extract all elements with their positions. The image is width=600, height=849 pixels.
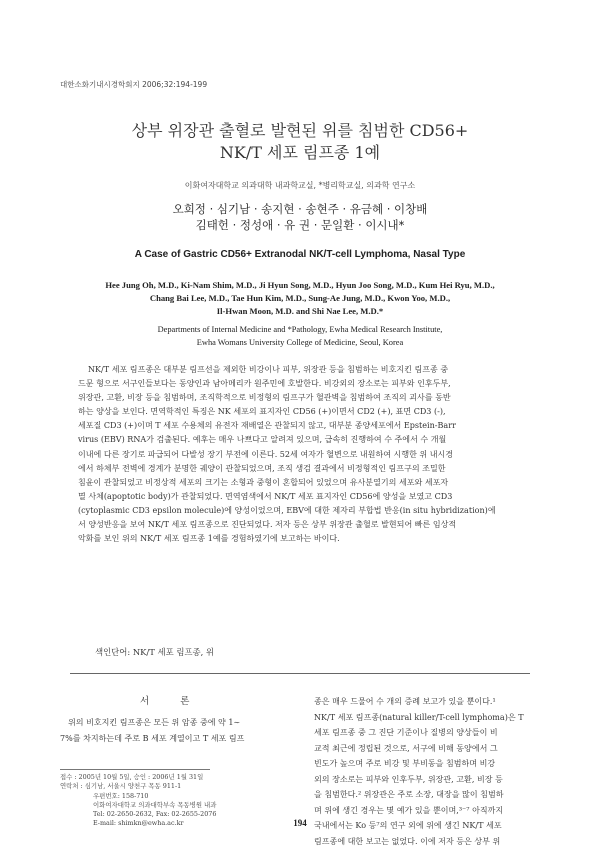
authors-en-text: Hee Jung Oh, M.D., Ki-Nam Shim, M.D., Ji Hyun Song, M.D., Hyun Joo Song, M.D., Kum Hei Ryu, M.D., xyxy=(105,280,494,290)
abstract-line: NK/T 세포 림프종은 대부분 림프선을 제외한 비강이나 피부, 위장관 등을 침범하는 비호지킨 림프종 중 xyxy=(78,363,524,377)
abstract-line: 멸 사체(apoptotic body)가 관찰되었다. 면역염색에서 NK/T 세포 표지자인 CD56에 양성을 보였고 CD3 xyxy=(78,490,524,504)
affiliation-ko: 이화여자대학교 의과대학 내과학교실, *병리학교실, 의과학 연구소 xyxy=(40,180,560,191)
abstract-line: 에서 하체부 전벽에 경계가 분명한 궤양이 관찰되었으며, 조직 생검 결과에서 비정형적인 림프구의 조밀한 xyxy=(78,462,524,476)
abstract xyxy=(78,363,524,546)
body-line: 7%를 차지하는데 주로 B 세포 계열이고 T 세포 림프 xyxy=(60,731,296,747)
abstract-line: 하는 양상을 보인다. 면역학적인 특징은 NK 세포의 표지자인 CD56 (+)이면서 CD2 (+), 표면 CD3 (-), xyxy=(78,405,524,419)
authors-en-line3 xyxy=(40,305,560,318)
abstract-line: 악화를 보인 위의 NK/T 세포 림프종 1예를 경험하였기에 보고하는 바이다. xyxy=(78,532,524,546)
abstract-line: virus (EBV) RNA가 검출된다. 예후는 매우 나쁘다고 알려져 있으며, 급속히 진행하여 수 주에서 수 개월 xyxy=(78,433,524,447)
body-line: 종은 매우 드물어 수 개의 증례 보고가 있을 뿐이다.¹ xyxy=(314,694,542,710)
footnote-divider xyxy=(60,769,210,770)
section-divider xyxy=(70,673,530,674)
body-line: 빈도가 높으며 주로 비강 및 부비동을 침범하며 비강 xyxy=(314,756,542,772)
authors-ko-line1: 오희정 · 심기남 · 송지현 · 송현주 · 유금혜 · 이창배 xyxy=(40,201,560,217)
footnote-phone: Tel: 02-2650-2632, Fax: 02-2655-2076 xyxy=(60,810,216,819)
page-number: 194 xyxy=(40,818,560,828)
body-line: 림프종에 대한 보고는 없었다. 이에 저자 등은 상부 위 xyxy=(314,834,542,849)
keywords: 색인단어: NK/T 세포 림프종, 위 xyxy=(95,646,214,658)
abstract-line: (cytoplasmic CD3 epsilon molecule)에 양성이었으며, EBV에 대한 제자리 부합법 반응(in situ hybridization)에 xyxy=(78,504,524,518)
article-title-ko-line1: 상부 위장관 출혈로 발현된 위를 침범한 CD56+ xyxy=(40,120,560,142)
footnote-received: 접수 : 2005년 10월 5일, 승인 : 2006년 1월 31일 xyxy=(60,773,216,782)
authors-ko-line2: 김태헌 · 정성애 · 유 권 · 문일환 · 이시내* xyxy=(40,217,560,233)
footnote-contact: 연락처 : 심기남, 서울시 양천구 목동 911-1 xyxy=(60,782,216,791)
departments-line2: Ewha Womans University College of Medicine, Seoul, Korea xyxy=(40,337,560,349)
authors-en-text: Il-Hwan Moon, M.D. and Shi Nae Lee, M.D.* xyxy=(217,306,383,316)
abstract-line: 침윤이 관찰되었고 비정상적 세포의 크기는 소형과 중형이 혼합되어 있었으며 유사분열기의 세포와 세포자 xyxy=(78,476,524,490)
body-line: 을 침범한다.² 위장관은 주로 소장, 대장을 많이 침범하 xyxy=(314,787,542,803)
section-heading-introduction: 서 론 xyxy=(140,693,203,707)
journal-citation: 대한소화기내시경학회지 2006;32:194-199 xyxy=(60,79,207,90)
body-line: NK/T 세포 림프종(natural killer/T-cell lymphoma)은 T xyxy=(314,710,542,726)
footnote-institution: 이화여자대학교 의과대학부속 목동병원 내과 xyxy=(60,801,216,810)
abstract-line: 서 양성반응을 보여 NK/T 세포 림프종으로 진단되었다. 저자 등은 상부 위장관 출혈로 발현되어 빠른 임상적 xyxy=(78,518,524,532)
footnote-postal: 우편번호: 158-710 xyxy=(60,792,216,801)
article-title-en: A Case of Gastric CD56+ Extranodal NK/T-cell Lymphoma, Nasal Type xyxy=(40,249,560,260)
abstract-line: 세포질 CD3 (+)이며 T 세포 수용체의 유전자 재배열은 관찰되지 않고, 대부분 종양세포에서 Epstein-Barr xyxy=(78,419,524,433)
abstract-line: 이내에 다른 장기로 파급되어 다발성 장기 부전에 이른다. 52세 여자가 혈변으로 내원하여 시행한 위 내시경 xyxy=(78,448,524,462)
footnote-email: E-mail: shimkn@ewha.ac.kr xyxy=(60,819,216,828)
body-line: 위의 비호지킨 림프종은 모든 위 암종 중에 약 1∼ xyxy=(60,715,296,731)
authors-en-text: Chang Bai Lee, M.D., Tae Hun Kim, M.D., Sung-Ae Jung, M.D., Kwon Yoo, M.D., xyxy=(150,293,450,303)
abstract-line: 드문 형으로 서구인들보다는 동양인과 남아메리카 원주민에 호발한다. 비강외의 장소로는 피부와 인후두부, xyxy=(78,377,524,391)
body-line: 외의 장소로는 피부와 인후두부, 위장관, 고환, 비장 등 xyxy=(314,772,542,788)
authors-en-line1 xyxy=(40,279,560,292)
body-line: 국내에서는 Ko 등⁷의 연구 외에 위에 생긴 NK/T 세포 xyxy=(314,818,542,834)
abstract-line: 위장관, 고환, 비장 등을 침범하며, 조직학적으로 비정형의 림프구가 혈관벽을 침범하여 조직의 괴사를 동반 xyxy=(78,391,524,405)
authors-en-line2 xyxy=(40,292,560,305)
article-title-ko-line2: NK/T 세포 림프종 1예 xyxy=(40,142,560,164)
departments-line1: Departments of Internal Medicine and *Pathology, Ewha Medical Research Institute, xyxy=(40,324,560,336)
body-line: 교적 최근에 정립된 것으로, 서구에 비해 동양에서 그 xyxy=(314,741,542,757)
left-column-body xyxy=(60,715,296,746)
body-line: 며 위에 생긴 경우는 몇 예가 있을 뿐이며,³⁻⁷ 아직까지 xyxy=(314,803,542,819)
body-line: 세포 림프종 중 그 진단 기준이나 질병의 양상들이 비 xyxy=(314,725,542,741)
